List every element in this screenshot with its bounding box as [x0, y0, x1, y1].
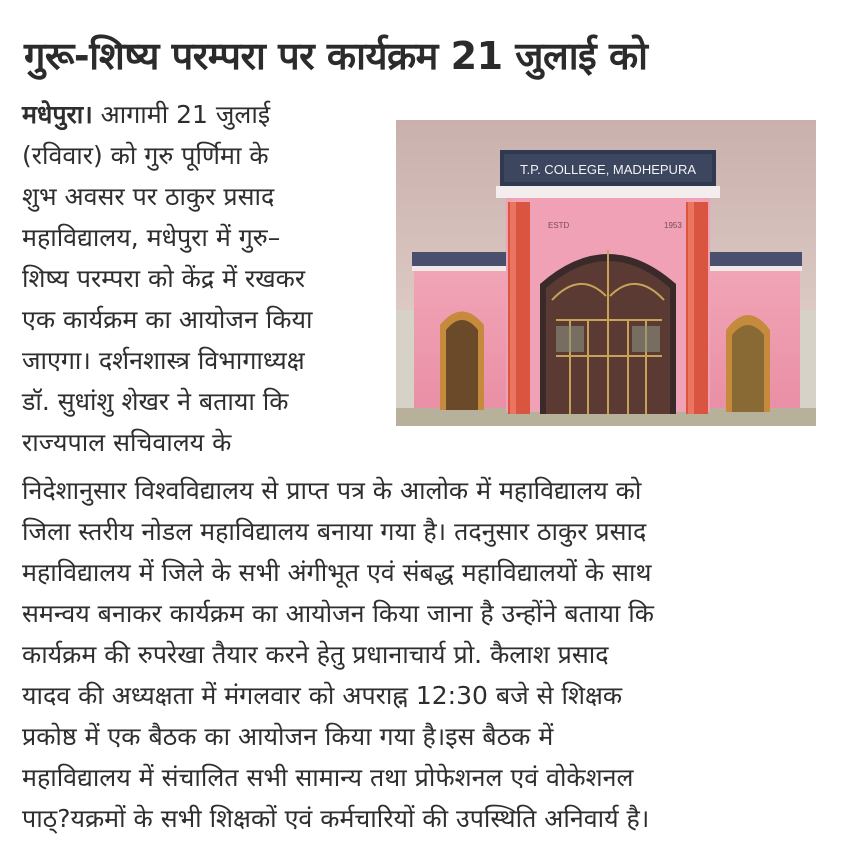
headline: गुरू-शिष्य परम्परा पर कार्यक्रम 21 जुलाई को: [24, 34, 648, 78]
article-line-4: महाविद्यालय, मधेपुरा में गुरु–: [22, 223, 281, 252]
article-line-3: शुभ अवसर पर ठाकुर प्रसाद: [22, 182, 275, 211]
article-line-13: समन्वय बनाकर कार्यक्रम का आयोजन किया जाना है उन्होंने बताया कि: [22, 599, 654, 628]
gate-sign-text: T.P. COLLEGE, MADHEPURA: [519, 162, 697, 177]
article-line-14: कार्यक्रम की रुपरेखा तैयार करने हेतु प्रधानाचार्य प्रो. कैलाश प्रसाद: [22, 640, 609, 669]
estd-year: 1953: [664, 221, 682, 230]
article-line-15: यादव की अध्यक्षता में मंगलवार को अपराह्न 12:30 बजे से शिक्षक: [22, 681, 623, 710]
article-line-5: शिष्य परम्परा को केंद्र में रखकर: [22, 264, 306, 293]
article-line-1: [22, 98, 270, 132]
article-line-9: राज्यपाल सचिवालय के: [22, 428, 232, 457]
article-line-11: जिला स्तरीय नोडल महाविद्यालय बनाया गया है। तदनुसार ठाकुर प्रसाद: [22, 517, 647, 546]
article-line-1-text: आगामी 21 जुलाई: [100, 100, 271, 129]
article-line-16: प्रकोष्ठ में एक बैठक का आयोजन किया गया है।इस बैठक में: [22, 722, 554, 751]
article-line-7: जाएगा। दर्शनशास्त्र विभागाध्यक्ष: [22, 346, 305, 375]
article-line-8: डॉ. सुधांशु शेखर ने बताया कि: [22, 387, 289, 416]
article-line-17: महाविद्यालय में संचालित सभी सामान्य तथा प्रोफेशनल एवं वोकेशनल: [22, 763, 634, 792]
college-gate-photo: [396, 120, 816, 426]
dateline: मधेपुरा।: [22, 100, 93, 129]
article-line-12: महाविद्यालय में जिले के सभी अंगीभूत एवं संबद्ध महाविद्यालयों के साथ: [22, 558, 652, 587]
article-line-18: पाठ्?यक्रमों के सभी शिक्षकों एवं कर्मचारियों की उपस्थिति अनिवार्य है।: [22, 804, 650, 833]
article-line-6: एक कार्यक्रम का आयोजन किया: [22, 305, 313, 334]
article-line-10: निदेशानुसार विश्वविद्यालय से प्राप्त पत्र के आलोक में महाविद्यालय को: [22, 476, 642, 505]
article-line-2: (रविवार) को गुरु पूर्णिमा के: [22, 141, 269, 170]
estd-label: ESTD: [548, 221, 570, 230]
